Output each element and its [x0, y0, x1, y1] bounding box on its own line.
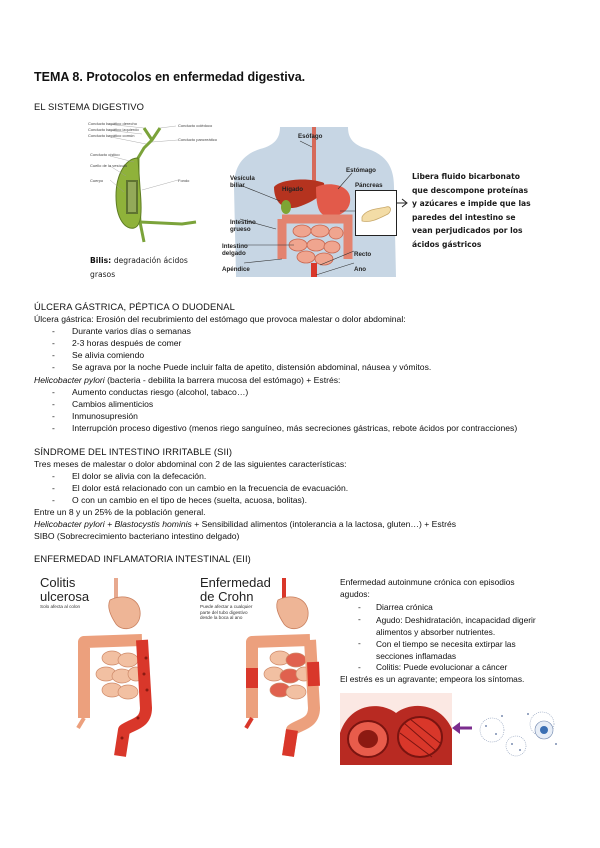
ulcera-item-4: Se agrava por la noche Puede incluir falta de apetito, distensión abdominal, náusea y vómitos.	[72, 362, 432, 372]
label-apendice: Apéndice	[222, 266, 250, 273]
ulcera-item-1: Durante varios días o semanas	[72, 326, 191, 336]
crohn-subtitle-line-3: desde la boca al ano	[200, 615, 243, 620]
gb-label-4: Conducto cístico	[90, 152, 120, 157]
colitis-subtitle: Solo afecta al colon	[40, 604, 81, 609]
helicobacter-line	[34, 375, 340, 385]
pancreas-note-line-3: y azúcares e impide que las	[412, 199, 531, 208]
ulcera-item-2: 2-3 horas después de comer	[72, 338, 182, 348]
bullet-dash: -	[52, 387, 55, 397]
bullet-dash: -	[52, 423, 55, 433]
ulcera-factor-1: Aumento conductas riesgo (alcohol, tabaco…)	[72, 387, 249, 397]
colitis-title-line-1: Colitis	[40, 575, 76, 590]
gb-label-1: Conducto hepático derecho	[88, 121, 137, 126]
bullet-dash: -	[52, 471, 55, 481]
label-recto: Recto	[354, 251, 372, 258]
label-esofago: Esófago	[298, 133, 323, 140]
crohn-subtitle-line-1: Puede afectar a cualquier	[200, 604, 253, 609]
pancreas-note-line-4: paredes del intestino se	[412, 212, 516, 222]
crohn-subtitle-line-2: parte del tubo digestivo	[200, 609, 248, 615]
colitis-title-line-2: ulcerosa	[40, 589, 90, 604]
sii-causes-rest: + Sensibilidad alimentos (intolerancia a la lactosa, gluten…) + Estrés	[191, 519, 457, 529]
bullet-dash: -	[358, 614, 361, 624]
sii-item-1: El dolor se alivia con la defecación.	[72, 471, 207, 481]
label-pancreas: Páncreas	[355, 182, 383, 189]
inflamed-intestine-illustration	[340, 693, 452, 765]
gb-label-2: Conducto hepático izquierdo	[88, 127, 139, 132]
ulcera-factor-4: Interrupción proceso digestivo (menos riego sanguíneo, más secreciones gástricas, rebote ácidos por contracciones)	[72, 423, 518, 433]
gb-label-6: Cuerpo	[90, 178, 104, 183]
ulcera-definition: Úlcera gástrica: Erosión del recubrimiento del estómago que provoca malestar o dolor abdominal:	[34, 314, 406, 324]
bullet-dash: -	[52, 483, 55, 493]
crohn-title-line-2: de Crohn	[200, 589, 254, 604]
crohn-illustration	[230, 578, 334, 760]
bullet-dash: -	[52, 338, 55, 348]
sii-item-3: O con un cambio en el tipo de heces (suelta, acuosa, bolitas).	[72, 495, 308, 505]
arrow-left-icon	[452, 722, 472, 734]
arrow-right-icon	[396, 198, 410, 208]
pancreas-note-line-1: Libera fluido bicarbonato	[412, 172, 520, 181]
eii-item-1: Diarrea crónica	[376, 602, 433, 612]
gb-label-8: Conducto pancreático	[178, 137, 217, 142]
bullet-dash: -	[52, 362, 55, 372]
crohn-title-line-1: Enfermedad	[200, 575, 271, 590]
page-title: TEMA 8. Protocolos en enfermedad digestiva.	[34, 70, 306, 84]
bullet-dash: -	[358, 602, 361, 612]
label-ano: Ano	[354, 266, 367, 273]
bullet-dash: -	[52, 495, 55, 505]
bullet-dash: -	[52, 326, 55, 336]
colitis-illustration	[62, 578, 164, 760]
sii-prevalence: Entre un 8 y un 25% de la población general.	[34, 507, 206, 517]
bullet-dash: -	[52, 350, 55, 360]
bilis-note	[90, 254, 210, 281]
pancreas-note-line-2: que descompone proteínas	[412, 185, 529, 195]
sii-item-2: El dolor está relacionado con un cambio en la frecuencia de evacuación.	[72, 483, 349, 493]
label-estomago: Estómago	[346, 167, 376, 174]
label-intestino-delgado: Intestino delgado	[222, 243, 248, 257]
bullet-dash: -	[52, 411, 55, 421]
eii-intro-line-2: agudos:	[340, 589, 370, 599]
bilis-text: degradación ácidos grasos	[90, 256, 188, 279]
eii-item-2: Agudo: Deshidratación, incapacidad digerir alimentos y absorber nutrientes.	[376, 615, 536, 637]
sii-sibo: SIBO (Sobrecrecimiento bacteriano intestino delgado)	[34, 531, 240, 541]
pancreas-icon	[356, 191, 396, 235]
ulcera-item-3: Se alivia comiendo	[72, 350, 145, 360]
section-heading-eii: ENFERMEDAD INFLAMATORIA INTESTINAL (EII)	[34, 553, 251, 564]
sii-causes	[34, 519, 456, 529]
eii-item-3: Con el tiempo se necesita extirpar las secciones inflamadas	[376, 639, 516, 661]
section-heading-sistema: EL SISTEMA DIGESTIVO	[34, 101, 145, 112]
label-vesicula: Vesícula biliar	[230, 175, 255, 189]
sii-intro: Tres meses de malestar o dolor abdominal con 2 de las siguientes características:	[34, 459, 347, 469]
gb-label-5: Cuello de la vesícula	[90, 163, 127, 168]
bullet-dash: -	[52, 399, 55, 409]
gb-label-3: Conducto hepático común	[88, 133, 135, 138]
pancreas-box	[355, 190, 397, 236]
bullet-dash: -	[358, 662, 361, 672]
sii-causes-italic: Helicobacter pylori + Blastocystis hominis	[34, 519, 192, 529]
pancreas-note-line-6: ácidos gástricos	[412, 239, 482, 249]
section-heading-sii: SÍNDROME DEL INTESTINO IRRITABLE (SII)	[34, 446, 233, 457]
bilis-label: Bilis:	[90, 256, 112, 265]
ulcera-factor-3: Inmunosupresión	[72, 411, 138, 421]
label-intestino-grueso: Intestino grueso	[230, 219, 256, 233]
ulcera-factor-2: Cambios alimenticios	[72, 399, 154, 409]
pancreas-note-line-5: vean perjudicados por los	[412, 226, 523, 235]
eii-item-4: Colitis: Puede evolucionar a cáncer	[376, 662, 508, 672]
immune-cells-illustration	[472, 700, 562, 764]
helicobacter-rest: (bacteria - debilita la barrera mucosa del estómago) + Estrés:	[104, 375, 341, 385]
gb-label-9: Fondo	[178, 178, 190, 183]
pancreas-note	[412, 170, 531, 251]
section-heading-ulcera: ÚLCERA GÁSTRICA, PÉPTICA O DUODENAL	[34, 301, 235, 312]
eii-intro-line-1: Enfermedad autoinmune crónica con episodios	[340, 577, 515, 587]
bullet-dash: -	[358, 638, 361, 648]
eii-closing: El estrés es un agravante; empeora los síntomas.	[340, 674, 525, 684]
helicobacter-italic: Helicobacter pylori	[34, 375, 105, 385]
gb-label-7: Conducto colédoco	[178, 123, 213, 128]
label-higado: Hígado	[282, 186, 303, 193]
